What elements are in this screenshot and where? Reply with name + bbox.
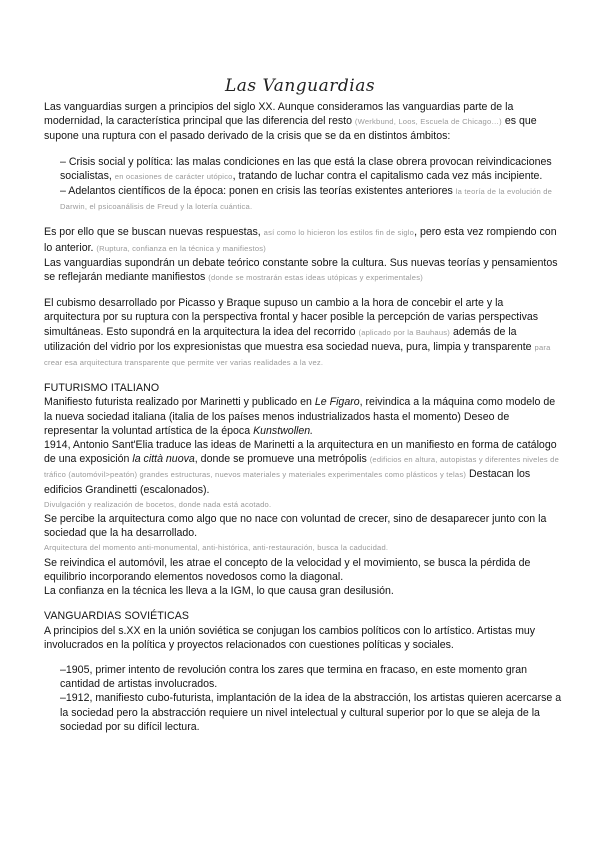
futurismo-p1-text: Manifiesto futurista realizado por Marinetti y publicado en <box>44 396 315 409</box>
sovieticas-item-1912: –1912, manifiesto cubo-futurista, implantación de la idea de la abstracción, los artistas quieren acercarse a la sociedad pero la abstracción requiere un nivel intelectual y cultural superior por lo que se aleja de la sociedad por su difícil lectura. <box>60 692 562 733</box>
debate-paragraph <box>44 256 562 285</box>
futurismo-p1-figaro: Le Figaro <box>314 396 360 409</box>
respuestas-note-1: así como lo hicieron los estilos fin de siglo <box>263 228 415 238</box>
bullet-adelantos <box>44 184 562 214</box>
respuestas-text: Es por ello que se buscan nuevas respuestas, <box>44 226 264 239</box>
futurismo-p3-note-line <box>44 540 562 555</box>
intro-text: Las vanguardias surgen a principios del siglo XX. Aunque consideramos las vanguardias parte de la modernidad, la característica principal que las diferencia del resto <box>44 101 514 128</box>
bullet-adelantos-text: – Adelantos científicos de la época: ponen en crisis las teorías existentes anteriores <box>60 185 456 198</box>
document-title: Las Vanguardias <box>224 76 376 96</box>
cubismo-note-2: para crear esa arquitectura transparente que permite ver varias realidades a la vez. <box>44 342 551 368</box>
futurismo-p5: La confianza en la técnica les lleva a la IGM, lo que causa gran desilusión. <box>44 585 394 598</box>
debate-note: (donde se mostrarán estas ideas utópicas y experimentales) <box>208 273 423 283</box>
cubismo-text-2: además de la utilización del vidrio por los expresionistas que muestra esa sociedad nueva, pura, limpia y transparente <box>44 325 535 353</box>
futurismo-p1 <box>44 395 562 438</box>
futurismo-p2-text-2: , donde se promueve una metrópolis <box>194 453 370 466</box>
bullet-adelantos-note: la teoría de la evolución de Darwin, el psicoanálisis de Freud y la lotería cuántica. <box>60 187 553 212</box>
cubismo-text: El cubismo desarrollado por Picasso y Braque supuso un cambio a la hora de concebir el arte y la arquitectura por su ruptura con la perspectiva frontal y hacer posible la percepción de varias perspectivas simultáneas. Esto supondrá en la arquitectura la idea del recorrido <box>44 297 539 338</box>
futurismo-p1-kunstwollen: Kunstwollen. <box>253 424 314 437</box>
intro-paragraph <box>44 100 562 144</box>
futurismo-heading: FUTURISMO ITALIANO <box>44 382 160 395</box>
bullet-crisis-text-2: , tratando de luchar contra el capitalismo cada vez más incipiente. <box>232 169 543 182</box>
cubismo-note-1: (aplicado por la Bauhaus) <box>358 327 451 337</box>
futurismo-p1-text-2: , reivindica a la máquina como modelo de la nueva sociedad italiana (italia de los países menos industrializados hasta el momento) Deseo de representar la voluntad artística de la época <box>44 396 556 437</box>
intro-note: (Werkbund, Loos, Escuela de Chicago…) <box>354 117 502 127</box>
futurismo-p3: Se percibe la arquitectura como algo que no nace con voluntad de crecer, sino de desaparecer junto con la sociedad que la ha desarrollado. <box>44 513 547 540</box>
cubismo-paragraph <box>44 296 562 370</box>
sovieticas-p1: A principios del s.XX en la unión soviética se conjugan los cambios políticos con lo artístico. Artistas muy involucrados en la política y proyectos relacionados con cuestiones políticas y sociales. <box>44 624 536 651</box>
futurismo-p2-note-line <box>44 497 562 512</box>
futurismo-p3-note: Arquitectura del momento anti-monumental, anti-histórica, anti-restauración, busca la caducidad. <box>44 543 389 553</box>
futurismo-p2-note: (edificios en altura, autopistas y diferentes niveles de tráfico (automóvil>peatón) grandes estructuras, nuevos materiales y materiales experimentales como plásticos y telas) <box>44 455 560 480</box>
futurismo-p2-citta: la città nuova <box>132 453 195 466</box>
bullet-crisis-text: – Crisis social y política: las malas condiciones en las que está la clase obrera provocan reivindicaciones socialistas, <box>60 155 552 182</box>
respuestas-paragraph <box>44 225 562 255</box>
futurismo-p4: Se reivindica el automóvil, les atrae el concepto de la velocidad y el movimiento, se busca la pérdida de equilibrio incorporando elementos novedosos como la diagonal. <box>44 556 531 583</box>
respuestas-note-2: (Ruptura, confianza en la técnica y manifiestos) <box>96 243 266 253</box>
document-body <box>44 100 562 734</box>
bullet-crisis <box>44 155 562 184</box>
futurismo-p2 <box>44 438 562 497</box>
futurismo-p2-text: 1914, Antonio Sant'Elia traduce las ideas de Marinetti a la arquitectura en un manifiesto en forma de catálogo de una exposición <box>44 439 557 466</box>
sovieticas-item-1905: –1905, primer intento de revolución contra los zares que termina en fracaso, en este momento gran cantidad de artistas involucrados. <box>60 663 527 691</box>
respuestas-text-2: , pero esta vez rompiendo con lo anterior. <box>44 226 557 254</box>
intro-text-2: es que supone una ruptura con el pasado derivado de la crisis que se da en distintos ámbitos: <box>44 115 537 143</box>
futurismo-p2-note-2: Divulgación y realización de bocetos, donde nada está acotado. <box>44 499 272 509</box>
sovieticas-heading: VANGUARDIAS SOVIÉTICAS <box>44 610 190 623</box>
bullet-crisis-note: en ocasiones de carácter utópico <box>114 171 233 181</box>
debate-text: Las vanguardias supondrán un debate teórico constante sobre la cultura. Sus nuevas teorías y pensamientos se reflejarán mediante manifiestos <box>44 256 558 284</box>
futurismo-p2-text-3: Destacan los edificios Grandinetti (escalonados). <box>44 468 531 496</box>
